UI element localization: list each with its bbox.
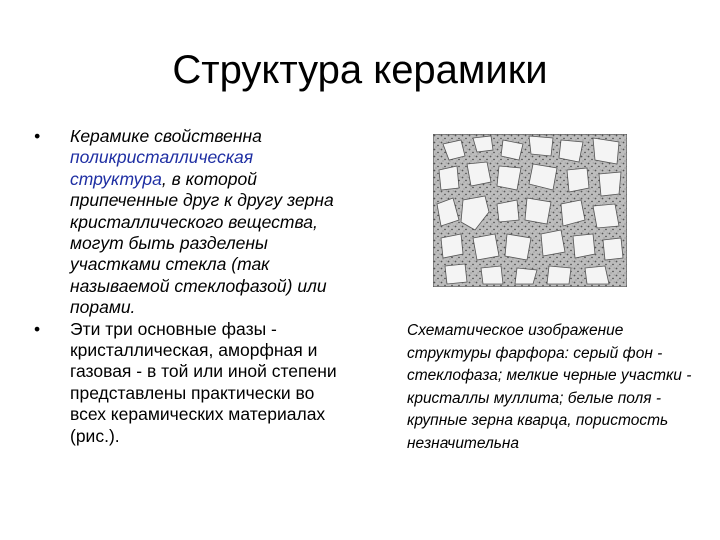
figure-caption: Схематическое изображение структуры фарфора: серый фон - стеклофаза; мелкие черные участки - кристаллы муллита; белые поля - крупные зерна кварца, пористость незначительна (407, 322, 692, 452)
bullet-text-end: , в которой припеченные друг к другу зерна кристаллического вещества, могут быть разделены участками стекла (так называемой стеклофазой) или порами. (70, 168, 334, 318)
bullet-item-phases: • Эти три основные фазы - кристаллическая, аморфная и газовая - в той или иной степени представлены практически во всех керамических материалах (рис.). (34, 319, 354, 447)
bullet-item-structure (34, 126, 354, 319)
highlighted-term: поликристаллическая структура (70, 147, 254, 189)
porcelain-microstructure-image (433, 134, 627, 287)
slide-title: Структура керамики (172, 48, 548, 92)
bullet-text-start: Керамике свойственна (70, 126, 262, 146)
bullet-list (34, 126, 354, 447)
